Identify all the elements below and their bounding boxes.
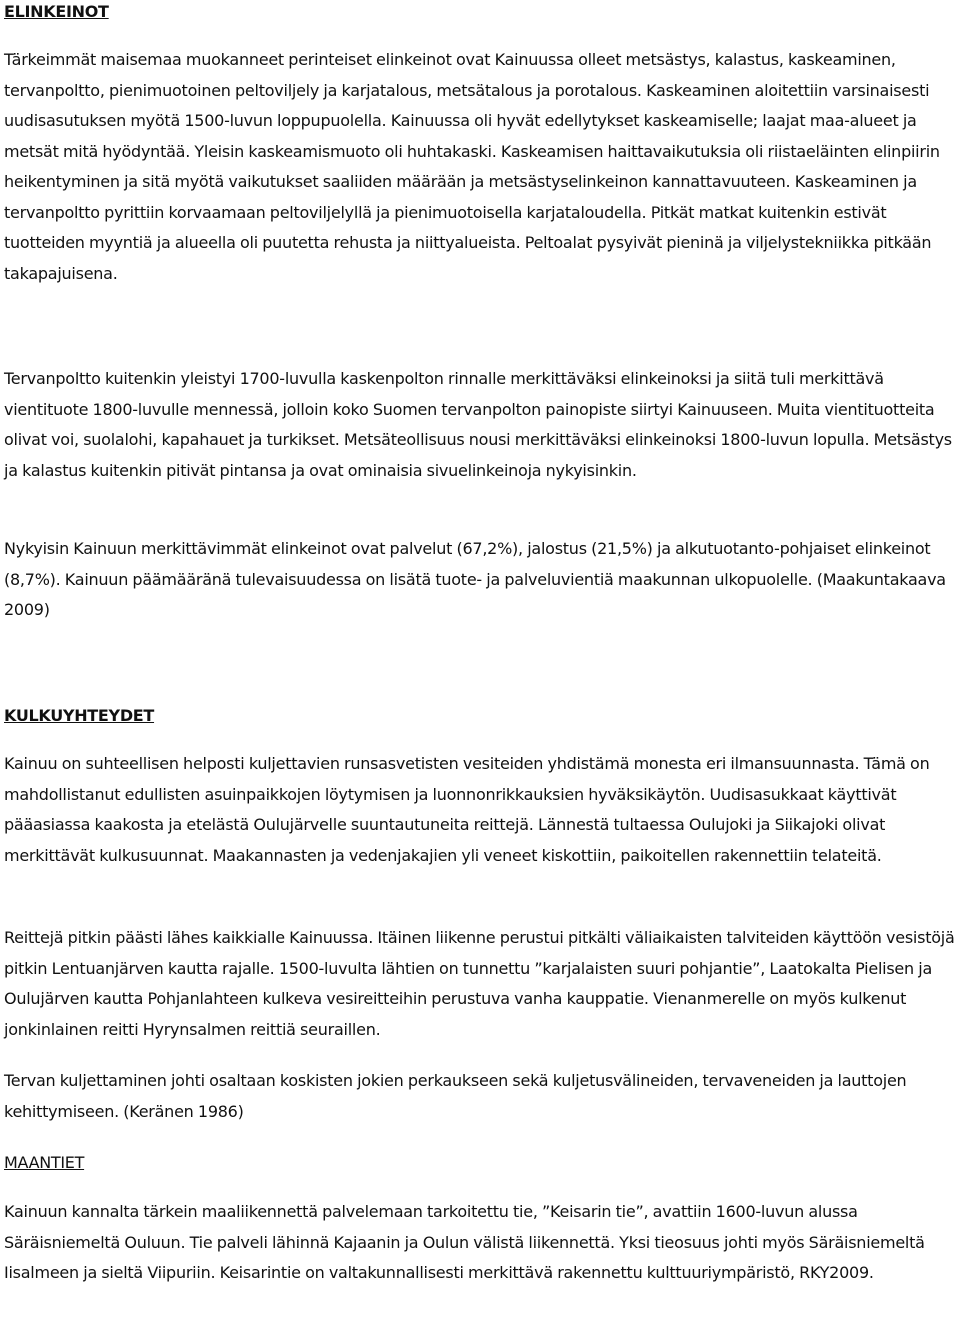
paragraph-kulkuyhteydet-tar-transport: Tervan kuljettaminen johti osaltaan koskisten jokien perkaukseen sekä kuljetusvälineiden, tervaveneiden ja lauttojen kehittymiseen. (Keränen 1986) [4, 1071, 907, 1121]
section-heading-kulkuyhteydet: KULKUYHTEYDET [4, 706, 155, 725]
section-heading-maantiet: MAANTIET [4, 1153, 85, 1172]
paragraph-kulkuyhteydet-waterways: Kainuu on suhteellisen helposti kuljettavien runsasvetisten vesiteiden yhdistämä monesta eri ilmansuunnasta. Tämä on mahdollistanut edullisten asuinpaikkojen löytymisen ja luonnonrikkauksien hyväksikäytön. Uudisasukkaat käyttivät pääasiassa kaakosta ja etelästä Oulujärvelle suuntautuneita reittejä. Lännestä tultaessa Oulujoki ja Siikajoki olivat merkittävät kulkusuunnat. Maakannasten ja vedenjakajien yli veneet kiskottiin, paikoitellen rakennettiin telateitä. [4, 754, 930, 865]
paragraph-kulkuyhteydet-routes: Reittejä pitkin päästi lähes kaikkialle Kainuussa. Itäinen liikenne perustui pitkälti väliaikaisten talviteiden käyttöön vesistöjä pitkin Lentuanjärven kautta rajalle. 1500-luvulta lähtien on tunnettu ”karjalaisten suuri pohjantie”, Laatokalta Pielisen ja Oulujärven kautta Pohjanlahteen kulkeva vesireitteihin perustuva vanha kauppatie. Vienanmerelle on myös kulkenut jonkinlainen reitti Hyrynsalmen reittiä seuraillen. [4, 928, 955, 1039]
paragraph-elinkeinot-present: Nykyisin Kainuun merkittävimmät elinkeinot ovat palvelut (67,2%), jalostus (21,5%) ja alkutuotanto-pohjaiset elinkeinot (8,7%). Kainuun päämääränä tulevaisuudessa on lisätä tuote- ja palveluvientiä maakunnan ulkopuolelle. (Maakuntakaava 2009) [4, 539, 946, 619]
paragraph-elinkeinot-tar: Tervanpoltto kuitenkin yleistyi 1700-luvulla kaskenpolton rinnalle merkittäväksi elinkeinoksi ja siitä tuli merkittävä vientituote 1800-luvulle mennessä, jolloin koko Suomen tervanpolton painopiste siirtyi Kainuuseen. Muita vientituotteita olivat voi, suolalohi, kapahauet ja turkikset. Metsäteollisuus nousi merkittäväksi elinkeinoksi 1800-luvun lopulla. Metsästys ja kalastus kuitenkin pitivät pintansa ja ovat ominaisia sivuelinkeinoja nykyisinkin. [4, 369, 952, 480]
paragraph-maantiet-keisarintie: Kainuun kannalta tärkein maaliikennettä palvelemaan tarkoitettu tie, ”Keisarin tie”, avattiin 1600-luvun alussa Säräisniemeltä Ouluun. Tie palveli lähinnä Kajaanin ja Oulun välistä liikennettä. Yksi tieosuus johti myös Säräisniemeltä Iisalmeen ja sieltä Viipuriin. Keisarintie on valtakunnallisesti merkittävä rakennettu kulttuuriympäristö, RKY2009. [4, 1202, 925, 1282]
paragraph-elinkeinot-history: Tärkeimmät maisemaa muokanneet perinteiset elinkeinot ovat Kainuussa olleet metsästys, kalastus, kaskeaminen, tervanpoltto, pienimuotoinen peltoviljely ja karjatalous, metsätalous ja porotalous. Kaskeaminen aloitettiin varsinaisesti uudisasutuksen myötä 1500-luvun loppupuolella. Kainuussa oli hyvät edellytykset kaskeamiselle; laajat maa-alueet ja metsät mitä hyödyntää. Yleisin kaskeamismuoto oli huhtakaski. Kaskeamisen haittavaikutuksia oli riistaeläinten elinpiirin heikentyminen ja sitä myötä vaikutukset saaliiden määrään ja metsästyselinkeinon kannattavuuteen. Kaskeaminen ja tervanpoltto pyrittiin korvaamaan peltoviljelyllä ja pienimuotoisella karjataloudella. Pitkät matkat kuitenkin estivät tuotteiden myyntiä ja alueella oli puutetta rehusta ja niittyalueista. Peltoalat pysyivät pieninä ja viljelystekniikka pitkään takapajuisena. [4, 50, 940, 283]
section-heading-elinkeinot: ELINKEINOT [4, 2, 109, 21]
